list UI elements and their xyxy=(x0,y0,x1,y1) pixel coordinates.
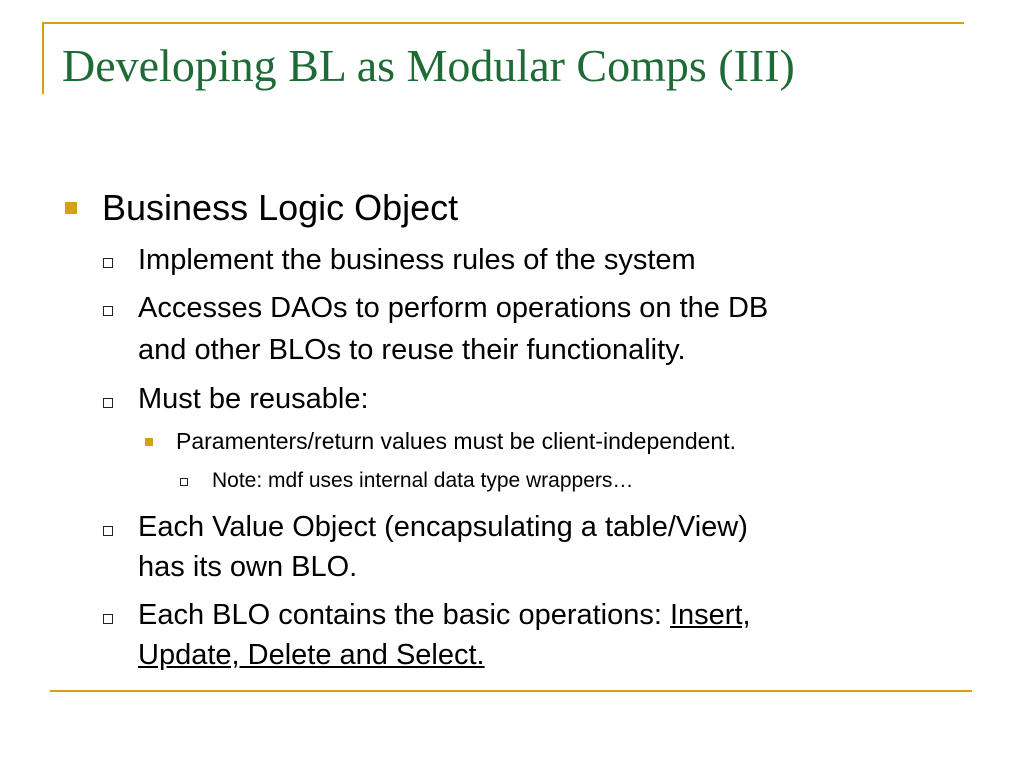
hollow-square-bullet-icon xyxy=(103,306,113,316)
bullet-business-logic-object: Business Logic Object xyxy=(102,187,459,228)
hollow-square-bullet-icon xyxy=(103,258,113,268)
bullet-parameters-client-independent: Paramenters/return values must be client-independent. xyxy=(176,428,736,454)
basic-operations-insert: Insert, xyxy=(669,599,751,631)
square-bullet-icon xyxy=(145,438,153,446)
hollow-square-bullet-icon xyxy=(180,478,188,486)
square-bullet-icon xyxy=(65,202,77,214)
title-top-rule xyxy=(42,22,964,24)
hollow-square-bullet-icon xyxy=(103,614,113,624)
hollow-square-bullet-icon xyxy=(103,398,113,408)
bullet-accesses-daos-line1: Accesses DAOs to perform operations on the DB xyxy=(138,292,769,324)
bullet-accesses-daos-line2: and other BLOs to reuse their functionality. xyxy=(138,334,686,366)
bullet-value-object-line1: Each Value Object (encapsulating a table/View) xyxy=(138,511,748,543)
bullet-value-object-line2: has its own BLO. xyxy=(138,551,358,583)
bullet-basic-operations-line1 xyxy=(138,595,751,635)
bullet-basic-operations-line2: Update, Delete and Select. xyxy=(138,639,485,671)
basic-operations-prefix: Each BLO contains the basic operations: xyxy=(138,599,670,631)
footer-rule xyxy=(50,690,972,692)
slide-title: Developing BL as Modular Comps (III) xyxy=(62,40,795,91)
hollow-square-bullet-icon xyxy=(103,526,113,536)
title-vertical-rule xyxy=(42,22,44,94)
bullet-must-be-reusable: Must be reusable: xyxy=(138,383,369,415)
bullet-note-mdf-wrappers: Note: mdf uses internal data type wrappers… xyxy=(212,469,634,492)
bullet-implement-rules: Implement the business rules of the system xyxy=(138,244,696,276)
